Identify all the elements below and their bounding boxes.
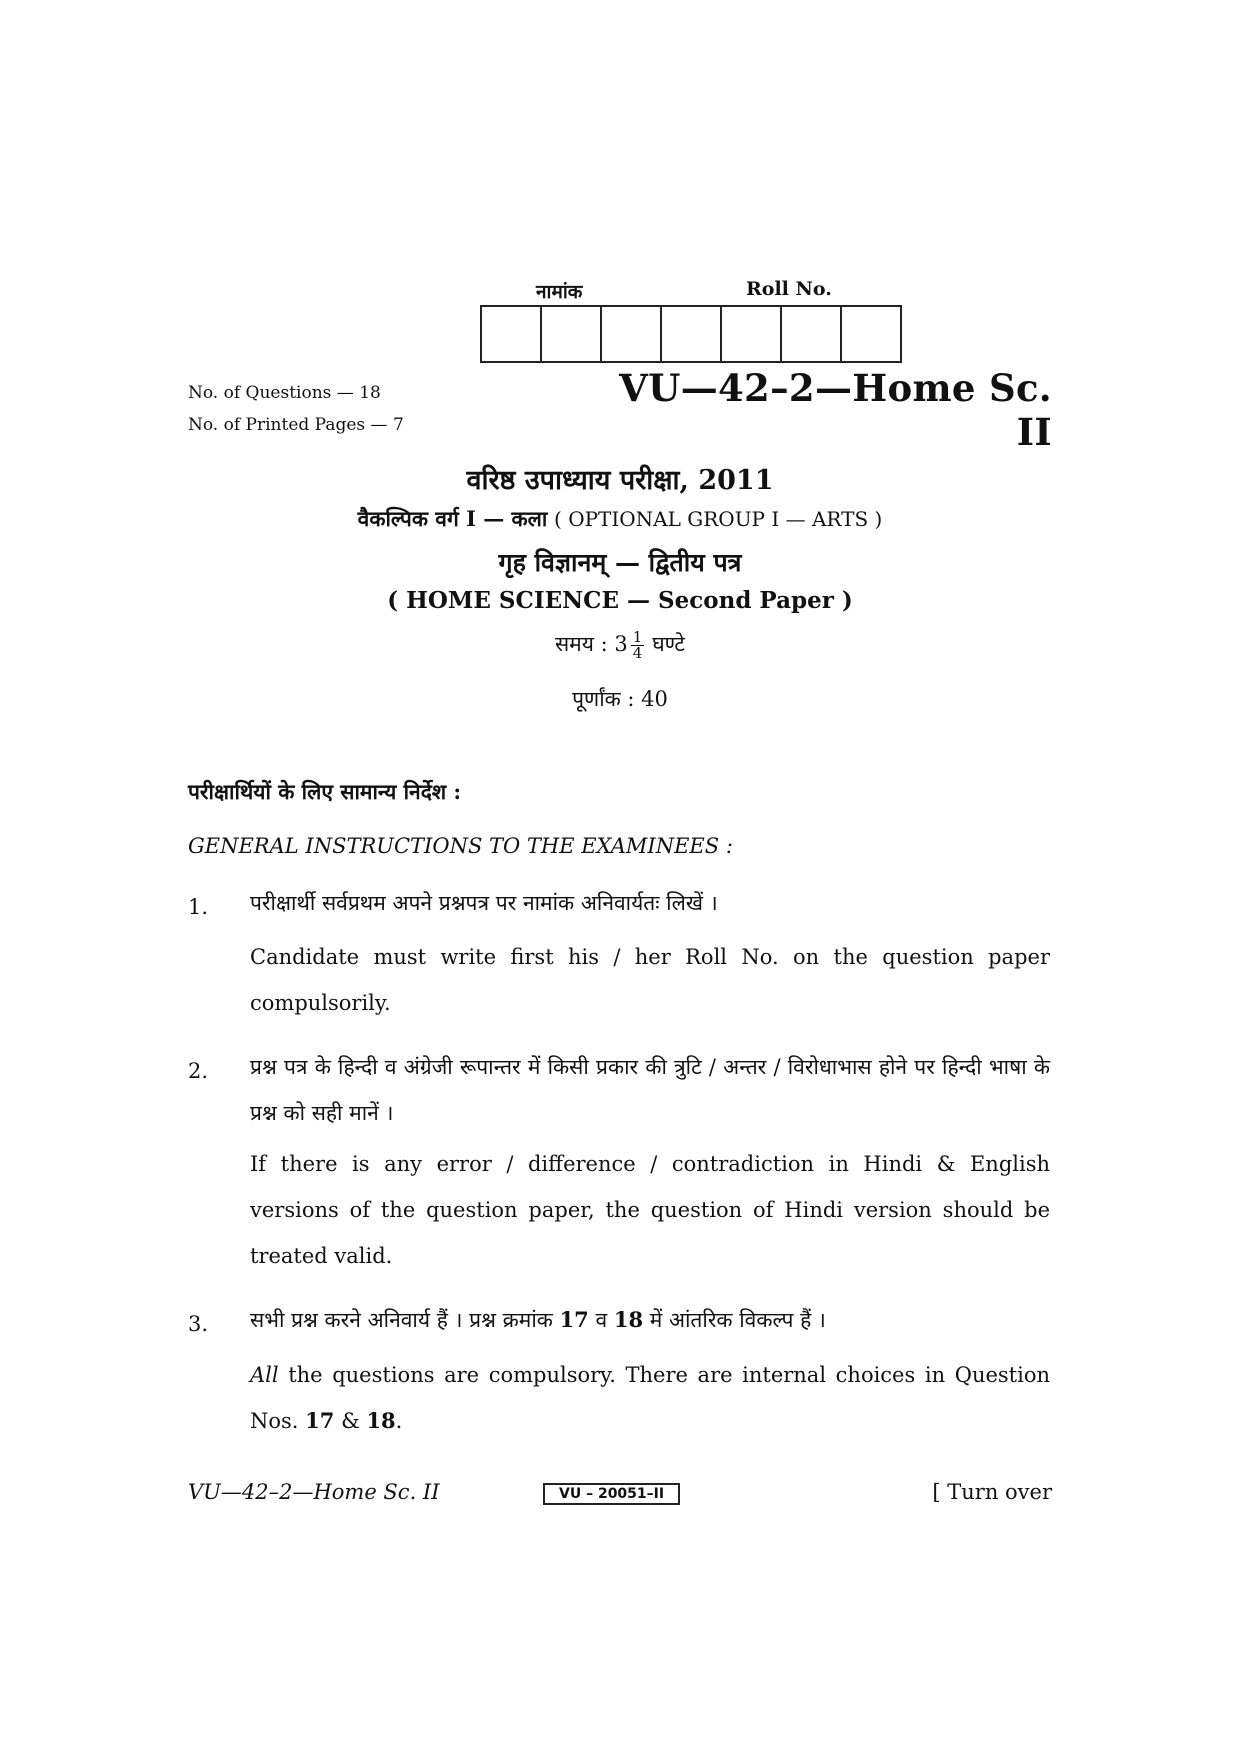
number-of-pages: No. of Printed Pages — 7 [188,415,404,435]
instructions-heading-hindi: परीक्षार्थियों के लिए सामान्य निर्देश : [188,779,462,804]
question-number-17: 17 [559,1307,589,1332]
instruction-3-english-emph: All [250,1363,279,1387]
optional-group-line [0,505,1240,533]
roll-number-boxes [480,305,902,363]
instruction-3-english-end: . [395,1409,403,1433]
time-allowed [0,630,1240,661]
instruction-3-hindi-text: सभी प्रश्न करने अनिवार्य हैं । प्रश्न क्रमांक [250,1308,560,1332]
maximum-marks: पूर्णांक : 40 [572,687,668,711]
roll-number-labels [480,278,910,302]
instruction-1-english: Candidate must write first his / her Roll No. on the question paper compulsorily. [250,945,1050,1015]
roll-label-english: Roll No. [746,278,832,300]
footer-print-code: VU – 20051–II [543,1483,680,1505]
question-number-17: 17 [305,1408,335,1433]
turn-over-note: [ Turn over [932,1480,1052,1504]
instruction-3-hindi [250,1297,1050,1343]
roll-digit-box[interactable] [782,307,842,361]
question-number-18: 18 [366,1408,396,1433]
roll-digit-box[interactable] [842,307,900,361]
instruction-3-english [250,1352,1050,1444]
exam-title: वरिष्ठ उपाध्याय परीक्षा, 2011 [466,465,774,496]
subject-title-english: ( HOME SCIENCE — Second Paper ) [387,587,853,614]
instruction-number: 3. [188,1312,209,1336]
roll-digit-box[interactable] [662,307,722,361]
subject-title-hindi: गृह विज्ञानम् — द्वितीय पत्र [498,548,742,577]
fraction-denominator: 4 [632,644,643,662]
instruction-3-english-text: the questions are compulsory. There are internal choices in Question Nos. [250,1363,1050,1433]
paper-code: VU—42–2—Home Sc. II [619,366,1052,454]
instruction-3-hindi-end: में आंतरिक विकल्प हैं । [643,1308,826,1332]
instructions-heading-english: GENERAL INSTRUCTIONS TO THE EXAMINEES : [188,834,733,858]
instruction-1-hindi: परीक्षार्थी सर्वप्रथम अपने प्रश्नपत्र पर नामांक अनिवार्यतः लिखें । [250,891,718,915]
roll-digit-box[interactable] [722,307,782,361]
number-of-questions: No. of Questions — 18 [188,383,381,403]
roll-digit-box[interactable] [602,307,662,361]
instruction-number: 1. [188,895,209,919]
fraction-numerator: 1 [632,628,643,646]
instruction-2-hindi: प्रश्न पत्र के हिन्दी व अंग्रेजी रूपान्तर में किसी प्रकार की त्रुटि / अन्तर / विरोधाभास होने पर हिन्दी भाषा के प्रश्न को सही मानें । [250,1055,1050,1125]
roll-digit-box[interactable] [482,307,542,361]
instruction-3-hindi-conj: व [588,1308,614,1332]
roll-label-hindi: नामांक [536,281,583,303]
time-prefix: समय : 3 [554,632,628,656]
roll-digit-box[interactable] [542,307,602,361]
footer-paper-code: VU—42–2—Home Sc. II [188,1480,440,1504]
time-suffix: घण्टे [652,632,686,656]
instruction-2-english: If there is any error / difference / contradiction in Hindi & English versions of the question paper, the question of Hindi version should be treated valid. [250,1152,1050,1268]
optional-group-hindi: वैकल्पिक वर्ग I — कला [357,506,548,531]
instruction-number: 2. [188,1059,209,1083]
time-fraction [631,630,645,661]
question-number-18: 18 [613,1307,644,1332]
optional-group-english: ( OPTIONAL GROUP I — ARTS ) [554,507,883,531]
instruction-3-english-conj: & [334,1409,367,1433]
